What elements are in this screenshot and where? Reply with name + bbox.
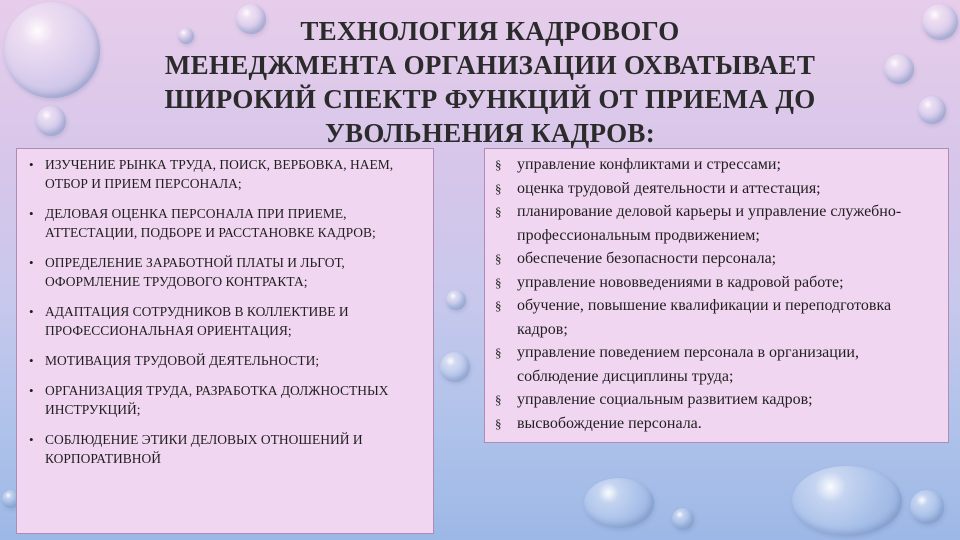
section-bullet-icon: § <box>495 157 502 172</box>
right-list-panel <box>484 148 949 443</box>
bullet-icon: • <box>29 353 34 368</box>
bubble-decoration <box>910 490 944 524</box>
bubble-decoration <box>36 106 66 136</box>
section-bullet-icon: § <box>495 274 502 290</box>
list-item-text: ДЕЛОВАЯ ОЦЕНКА ПЕРСОНАЛА ПРИ ПРИЕМЕ, АТТЕСТАЦИИ, ПОДБОРЕ И РАССТАНОВКЕ КАДРОВ; <box>45 206 376 240</box>
right-bullet-list <box>485 149 948 435</box>
list-item-text: обучение, повышение квалификации и переподготовка кадров; <box>517 297 892 338</box>
list-item <box>491 247 942 271</box>
list-item <box>491 341 942 388</box>
list-item <box>491 200 942 247</box>
list-item <box>27 204 425 242</box>
bullet-icon: • <box>29 432 34 447</box>
list-item-text: ОПРЕДЕЛЕНИЕ ЗАРАБОТНОЙ ПЛАТЫ И ЛЬГОТ, ОФОРМЛЕНИЕ ТРУДОВОГО КОНТРАКТА; <box>45 255 345 289</box>
bubble-decoration <box>672 508 694 530</box>
section-bullet-icon: § <box>495 204 502 219</box>
section-bullet-icon: § <box>495 392 502 407</box>
list-item-text: высвобождение персонала. <box>517 414 702 432</box>
list-item-text: ОРГАНИЗАЦИЯ ТРУДА, РАЗРАБОТКА ДОЛЖНОСТНЫХ ИНСТРУКЦИЙ; <box>45 383 389 417</box>
section-bullet-icon: § <box>495 298 502 313</box>
section-bullet-icon: § <box>495 180 502 196</box>
list-item-text: управление социальным развитием кадров; <box>517 391 813 408</box>
bubble-decoration <box>446 290 466 310</box>
list-item <box>491 177 942 201</box>
list-item-text: ИЗУЧЕНИЕ РЫНКА ТРУДА, ПОИСК, ВЕРБОВКА, НАЕМ, ОТБОР И ПРИЕМ ПЕРСОНАЛА; <box>45 157 394 191</box>
list-item <box>491 412 942 436</box>
bubble-decoration <box>922 4 958 40</box>
list-item <box>27 351 425 370</box>
list-item <box>491 271 942 295</box>
list-item-text: обеспечение безопасности персонала; <box>517 250 777 267</box>
list-item-text: оценка трудовой деятельности и аттестация; <box>517 179 821 197</box>
list-item <box>27 155 425 193</box>
list-item-text: управление нововведениями в кадровой работе; <box>517 273 844 291</box>
section-bullet-icon: § <box>495 251 502 266</box>
list-item <box>27 381 425 419</box>
list-item <box>491 388 942 412</box>
bullet-icon: • <box>29 206 34 221</box>
bullet-icon: • <box>29 157 34 172</box>
bubble-decoration <box>918 96 946 124</box>
list-item <box>27 302 425 340</box>
left-list-panel <box>16 148 434 534</box>
list-item <box>491 153 942 177</box>
slide-title: ТЕХНОЛОГИЯ КАДРОВОГО МЕНЕДЖМЕНТА ОРГАНИЗАЦИИ ОХВАТЫВАЕТ ШИРОКИЙ СПЕКТР ФУНКЦИЙ ОТ ПРИЕМА ДО УВОЛЬНЕНИЯ КАДРОВ: <box>164 16 816 148</box>
section-bullet-icon: § <box>495 345 502 360</box>
list-item-text: АДАПТАЦИЯ СОТРУДНИКОВ В КОЛЛЕКТИВЕ И ПРОФЕССИОНАЛЬНАЯ ОРИЕНТАЦИЯ; <box>45 304 349 338</box>
list-item-text: управление поведением персонала в организации, соблюдение дисциплины труда; <box>517 344 859 385</box>
bubble-decoration <box>440 352 470 382</box>
bullet-icon: • <box>29 255 34 270</box>
bullet-icon: • <box>29 304 34 319</box>
list-item-text: СОБЛЮДЕНИЕ ЭТИКИ ДЕЛОВЫХ ОТНОШЕНИЙ И КОРПОРАТИВНОЙ <box>45 432 363 466</box>
left-bullet-list <box>17 149 433 468</box>
bubble-decoration <box>792 466 902 536</box>
list-item-text: управление конфликтами и стрессами; <box>517 156 781 173</box>
list-item-text: планирование деловой карьеры и управление служебно-профессиональным продвижением; <box>517 203 902 244</box>
bubble-decoration <box>584 478 654 528</box>
list-item <box>27 253 425 291</box>
section-bullet-icon: § <box>495 415 502 431</box>
list-item <box>491 294 942 341</box>
list-item-text: МОТИВАЦИЯ ТРУДОВОЙ ДЕЯТЕЛЬНОСТИ; <box>45 353 320 368</box>
bullet-icon: • <box>29 383 34 398</box>
list-item <box>27 430 425 468</box>
